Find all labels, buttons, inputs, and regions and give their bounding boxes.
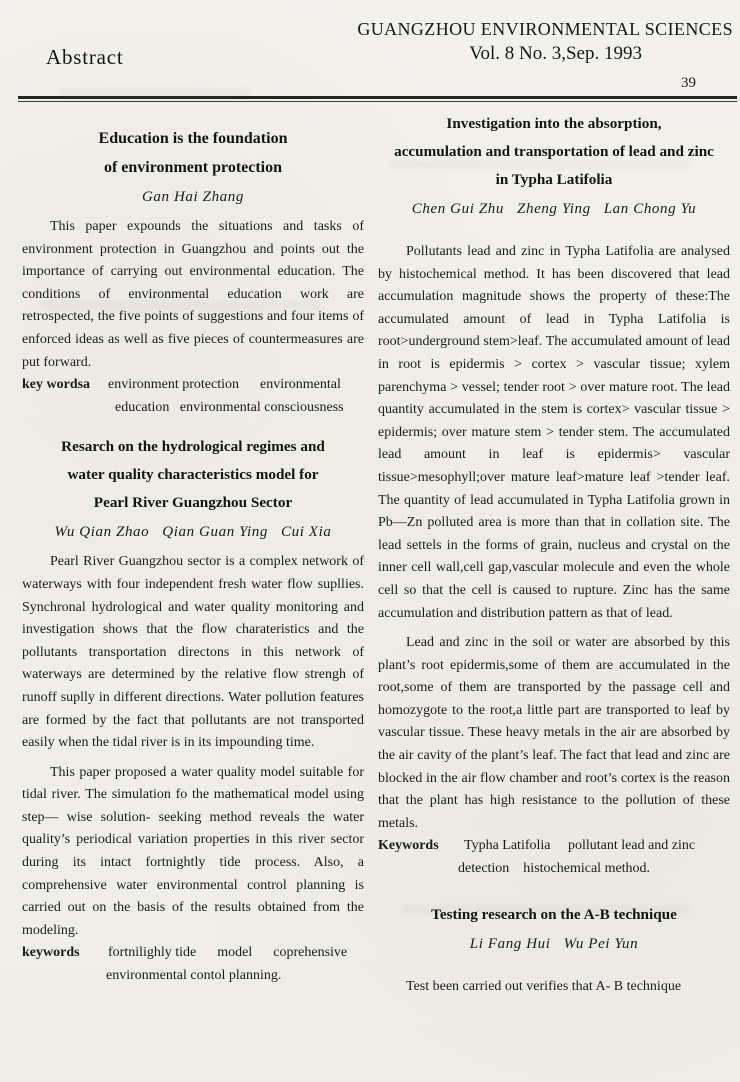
article-authors: Wu Qian Zhao Qian Guan Ying Cui Xia [54,524,332,541]
right-column [378,106,730,998]
article-title-line: water quality characteristics model for [67,466,319,484]
header-rule-thin-line [18,101,737,102]
article-authors: Chen Gui Zhu Zheng Ying Lan Chong Yu [411,201,697,217]
article-title [22,124,364,182]
article-title-line: Resarch on the hydrological regimes and [61,438,325,456]
keywords-label: Keywords [378,838,439,854]
abstract-paragraph: Pollutants lead and zinc in Typha Latifolia are analysed by histochemical method. It has been discovered that lead accumulation magnitude shows the property of these:The accumulated amount of lead in Typha Latifolia is root>underground stem>leaf. The accumulated amount of lead in root is epidermis > cortex > vascular tissue; xylem parenchyma > vessel; tender root > over mature root. The lead quantity accumulated in the stem is cortex> vascular tissue > epidermis; over mature stem > tender stem. The accumulated lead amount in leaf is epidermis> vascular tissue>mesophyll;over mature leaf>mature leaf >tender leaf. The quantity of lead accumulated in Typha Latifolia grown in Pb—Zn polluted area is more than that in collation site. The lead settels in the forms of grain, nucleus and crystal on the inner cell wall,cell gap,vascular molecule and even the whole cell so that the cell is caused to rupture. Zinc has the same accumulation and distribution pattern as that of lead. [378,244,730,621]
keywords-text: Typha Latifolia pollutant lead and zinc [464,838,696,854]
page-number: 39 [681,75,696,91]
issue-line: Vol. 8 No. 3,Sep. 1993 [469,43,642,64]
article-title [378,110,730,194]
article-title [378,901,730,929]
keywords-row [22,374,364,397]
abstract-paragraph: This paper proposed a water quality model suitable for tidal river. The simulation fo the mathematical model using step— wise solution- seeking method reveals the water quality’s periodical variation properties in this river sector during its intact fortnightly tide process. Also, a comprehensive water environmental control planning is carried out on the basis of the results obtained from the modeling. [22,764,364,938]
article-authors: Gan Hai Zhang [142,189,244,205]
article-title-line: of environment protection [103,159,283,176]
keywords-text: environment protection environmental [108,377,341,393]
article-title-line: Investigation into the absorption, [446,115,662,132]
keywords-row [378,835,730,858]
abstract-paragraph: Lead and zinc in the soil or water are absorbed by this plant’s root epidermis,some of them are accumulated in the root,some of them are transported by the passage cell and homozygote to the root,a little part are transported to leaf by vascular tissue. These heavy metals in the air are absorbed by the air cavity of the plant’s leaf. The fact that lead and zinc are blocked in the air flow chamber and root’s cortex is the reason that the plant has high resistance to the pollution of these metals. [378,635,730,831]
keywords-text: fortnilighly tide model coprehensive [108,945,348,961]
header-rule-thick-line [18,96,737,99]
keywords-label: keywords [22,945,80,961]
article-title-line: Education is the foundation [98,130,288,147]
abstract-paragraph: Pearl River Guangzhou sector is a complex network of waterways with four independent fresh water flow supllies. Synchronal hydrological and water quality monitoring and investigation shows that the flow charateristics and the pollutants transportation directons in this network of waterways are determined by the relative flow strengh of runoff suplly in different directions. Water pollution features are formed by the fact that pollutants are not transported easily when the tidal river is in its impounding time. [22,554,364,751]
keywords-continuation: education environmental consciousness [115,399,344,415]
left-column [22,112,364,988]
article-authors: Li Fang Hui Wu Pei Yun [469,935,639,952]
keywords-continuation: environmental contol planning. [106,968,282,984]
keywords-label: key wordsa [22,377,91,393]
article-title-line: Testing research on the A-B technique [431,905,677,923]
article-title-line: accumulation and transportation of lead and zinc [394,143,714,160]
keywords-row [22,942,364,965]
article-title-line: Pearl River Guangzhou Sector [93,494,293,512]
abstract-paragraph: Test been carried out verifies that A- B technique [406,978,682,994]
keywords-continuation: detection histochemical method. [458,861,651,877]
abstract-paragraph: This paper expounds the situations and tasks of environment protection in Guangzhou and points out the importance of carrying out environmental education. The conditions of environmental education work are retrospected, the five points of suggestions and four items of enforced ideas as well as five pieces of countermeasures are put forward. [22,219,364,370]
header-rule [18,96,737,102]
article-title [22,433,364,517]
article-title-line: in Typha Latifolia [495,171,613,188]
section-label-abstract: Abstract [46,45,124,69]
journal-title: GUANGZHOU ENVIRONMENTAL SCIENCES [357,19,733,39]
